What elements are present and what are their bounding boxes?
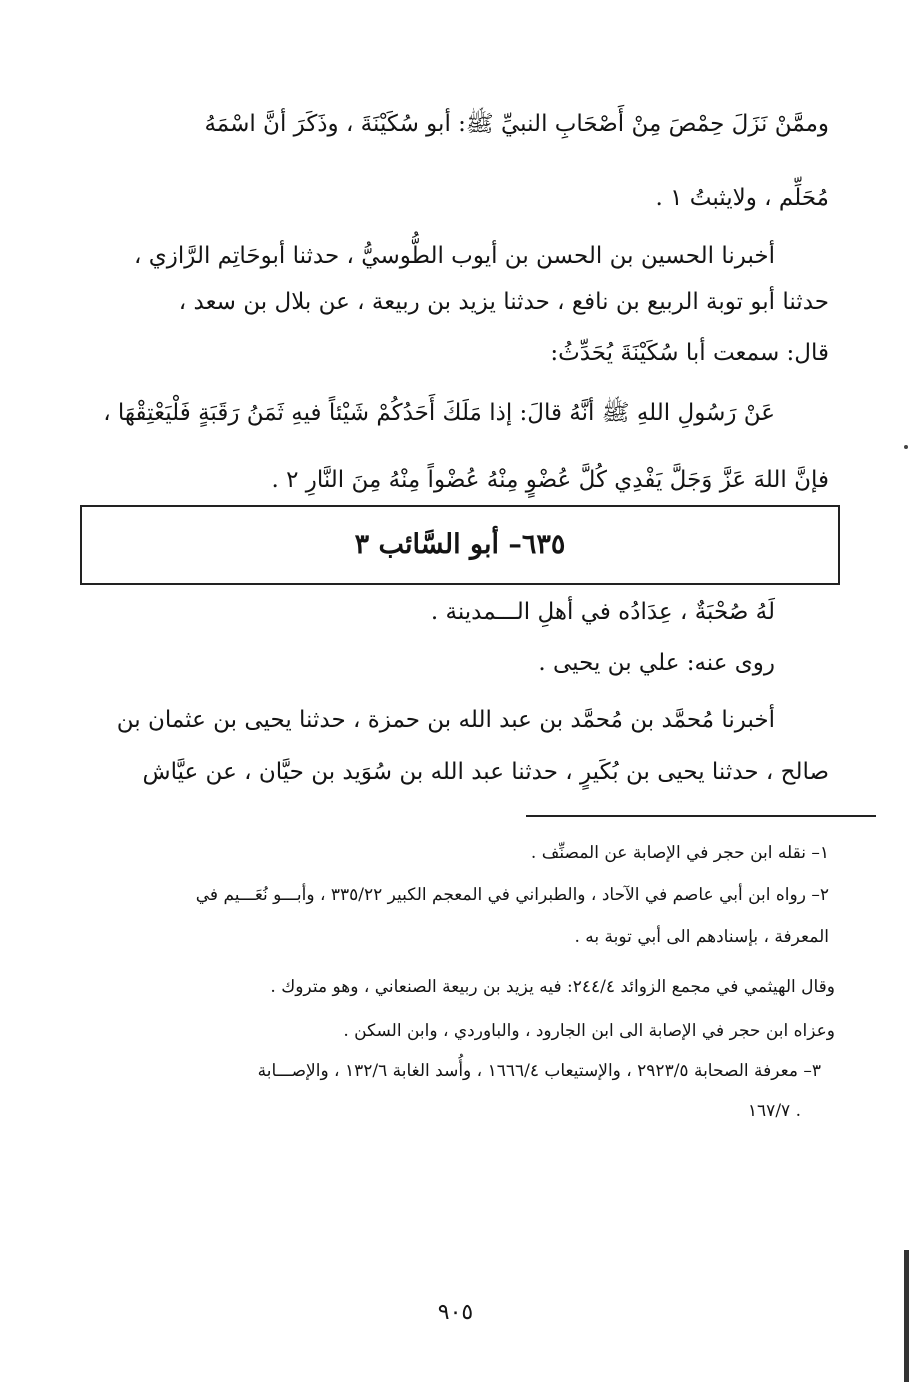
scan-speck xyxy=(904,445,908,449)
entry-line-2: روى عنه: علي بن يحيى . xyxy=(538,650,775,676)
body-line-4: حدثنا أبو توبة الربيع بن نافع ، حدثنا يزيد بن ربيعة ، عن بلال بن سعد ، xyxy=(178,289,829,315)
footnote-2-cont: المعرفة ، بإسنادهم الى أبي توبة به . xyxy=(574,927,829,947)
body-line-1: وممَّنْ نَزَلَ حِمْصَ مِنْ أَصْحَابِ النبيِّ ﷺ: أبو سُكَيْنَةَ ، وذَكَرَ أنَّ اسْمَهُ xyxy=(204,111,829,137)
page-number: ٩٠٥ xyxy=(437,1300,474,1325)
scan-edge-shadow xyxy=(904,1250,909,1382)
entry-line-3: أخبرنا مُحمَّد بن مُحمَّد بن عبد الله بن حمزة ، حدثنا يحيى بن عثمان بن xyxy=(116,707,775,733)
body-line-6: عَنْ رَسُولِ اللهِ ﷺ أنَّهُ قالَ: إذا مَلَكَ أَحَدُكُمْ شَيْئاً فيهِ ثَمَنُ رَقَبَةٍ فَلْيَعْتِقْهَا ، xyxy=(103,400,775,426)
footnote-2-note-1: وقال الهيثمي في مجمع الزوائد ٢٤٤/٤: فيه يزيد بن ربيعة الصنعاني ، وهو متروك . xyxy=(270,977,835,997)
section-title-box xyxy=(80,505,840,585)
footnote-3-cont: . ١٦٧/٧ xyxy=(747,1101,801,1121)
section-title: ٦٣٥– أبو السَّائب ٣ xyxy=(354,529,566,560)
entry-line-1: لَهُ صُحْبَةٌ ، عِدَادُه في أهلِ الـــمدينة . xyxy=(430,599,775,625)
body-line-3: أخبرنا الحسين بن الحسن بن أيوب الطُّوسيُّ ، حدثنا أبوحَاتِم الرَّازي ، xyxy=(134,243,775,269)
footnote-separator xyxy=(526,815,876,817)
body-line-5: قال: سمعت أبا سُكَيْنَةَ يُحَدِّثُ: xyxy=(550,340,829,366)
footnote-1: ١– نقله ابن حجر في الإصابة عن المصنِّف . xyxy=(530,843,829,863)
body-line-7: فإنَّ اللهَ عَزَّ وَجَلَّ يَفْدِي كُلَّ عُضْوٍ مِنْهُ عُضْواً مِنْهُ مِنَ النَّارِ ٢ . xyxy=(271,467,829,493)
body-line-2: مُحَلِّم ، ولايثبتُ ١ . xyxy=(655,185,829,211)
footnote-3: ٣– معرفة الصحابة ٢٩٢٣/٥ ، والإستيعاب ١٦٦٦/٤ ، وأُسد الغابة ١٣٢/٦ ، والإصـــابة xyxy=(257,1061,821,1081)
footnote-2-note-2: وعزاه ابن حجر في الإصابة الى ابن الجارود ، والباوردي ، وابن السكن . xyxy=(343,1021,835,1041)
entry-line-4: صالح ، حدثنا يحيى بن بُكَيرٍ ، حدثنا عبد الله بن سُوَيد بن حيَّان ، عن عيَّاش xyxy=(142,759,829,785)
footnote-2: ٢– رواه ابن أبي عاصم في الآحاد ، والطبراني في المعجم الكبير ٣٣٥/٢٢ ، وأبـــو نُعَـــيم في xyxy=(195,885,829,905)
